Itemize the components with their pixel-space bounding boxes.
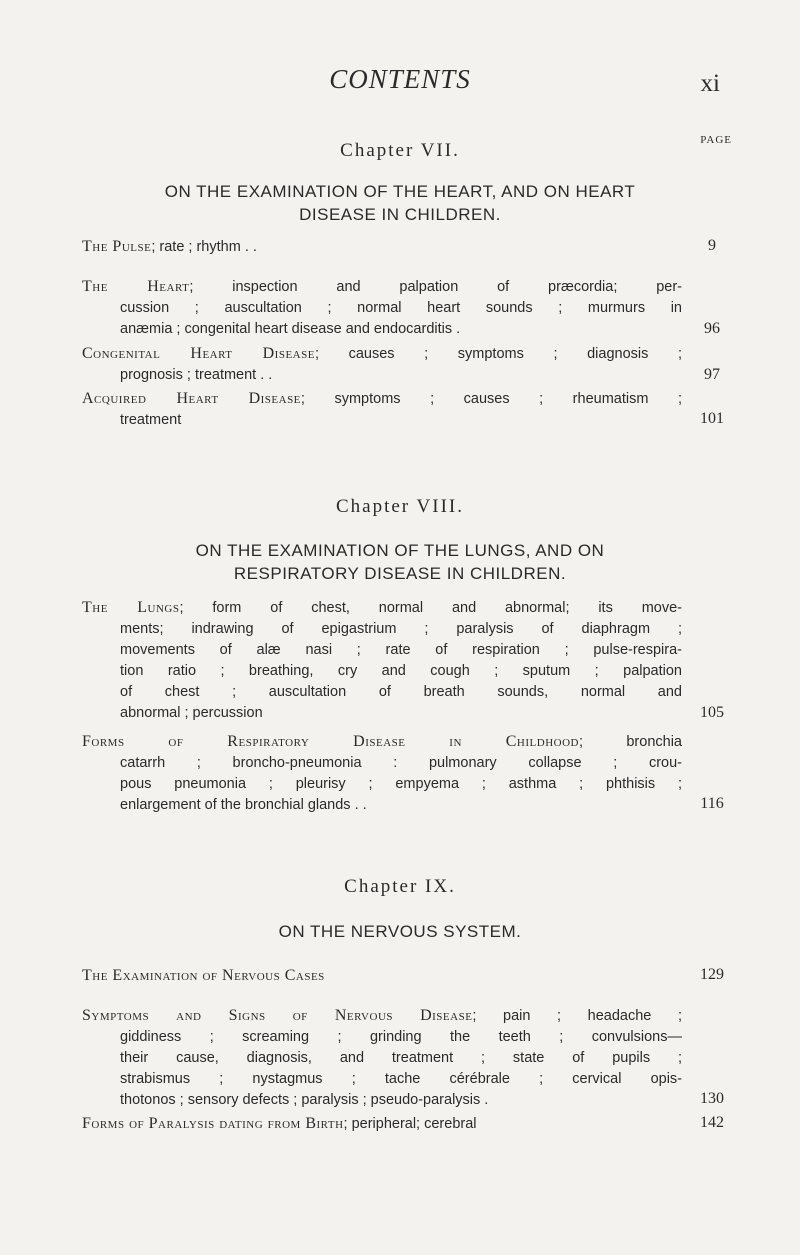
entry-lead: The Pulse: [82, 238, 152, 255]
chapter-title-line: ON THE EXAMINATION OF THE LUNGS, AND ON: [195, 541, 605, 560]
entry-page: 97: [704, 366, 720, 383]
entry-text: of chest ; auscultation of breath sounds, normal and: [120, 684, 682, 700]
entry-text: tion ratio ; breathing, cry and cough ; sputum ; palpation: [120, 663, 682, 679]
entry-lead: The Lungs: [82, 599, 180, 616]
toc-entry: [82, 731, 682, 816]
entry-text: their cause, diagnosis, and treatment ; state of pupils ;: [120, 1050, 682, 1066]
entry-lead: Symptoms and Signs of Nervous Disease: [82, 1007, 473, 1024]
toc-entry: [82, 965, 682, 987]
chapter-heading: Chapter VIII.: [335, 496, 464, 517]
entry-text: ; peripheral; cerebral: [343, 1116, 477, 1132]
entry-lead: Forms of Respiratory Disease in Childhood: [82, 733, 579, 750]
chapter-title-line: ON THE EXAMINATION OF THE HEART, AND ON HEART: [164, 182, 636, 201]
toc-entry: [82, 597, 682, 724]
entry-text: ; symptoms ; causes ; rheumatism ;: [300, 391, 682, 407]
chapter-title-line: RESPIRATORY DISEASE IN CHILDREN.: [233, 564, 567, 583]
toc-entry: [82, 276, 682, 340]
toc-entry: [82, 388, 682, 431]
entry-page: 96: [704, 320, 720, 337]
toc-entry: [82, 1113, 682, 1135]
entry-page: 116: [700, 795, 724, 812]
entry-lead: The Heart: [82, 278, 190, 295]
entry-page: 101: [700, 410, 724, 427]
entry-text: anæmia ; congenital heart disease and endocarditis .: [120, 321, 461, 337]
entry-text: ; bronchia: [578, 734, 682, 750]
entry-text: ; causes ; symptoms ; diagnosis ;: [314, 346, 683, 362]
entry-text: giddiness ; screaming ; grinding the teeth ; convulsions—: [120, 1029, 682, 1045]
entry-text: ; rate ; rhythm . .: [151, 239, 257, 255]
entry-text: abnormal ; percussion: [120, 705, 263, 721]
toc-entry: [82, 236, 682, 258]
entry-text: ; pain ; headache ;: [472, 1008, 682, 1024]
toc-entry: [82, 343, 682, 386]
entry-text: prognosis ; treatment . .: [120, 367, 273, 383]
toc-entry: [82, 1005, 682, 1111]
chapter-title: [60, 920, 740, 943]
entry-text: treatment: [120, 412, 182, 428]
entry-lead: Congenital Heart Disease: [82, 345, 315, 362]
entry-text: catarrh ; broncho-pneumonia : pulmonary collapse ; crou-: [120, 755, 682, 771]
chapter-title-line: DISEASE IN CHILDREN.: [299, 205, 501, 224]
entry-text: ; form of chest, normal and abnormal; its move-: [179, 600, 682, 616]
entry-lead: Forms of Paralysis dating from Birth: [82, 1115, 344, 1132]
chapter-heading: Chapter IX.: [344, 876, 456, 897]
entry-page: 142: [700, 1114, 724, 1131]
chapter-title: [60, 539, 740, 585]
entry-page: 129: [700, 966, 724, 983]
page-number: xi: [700, 70, 720, 97]
entry-text: ; inspection and palpation of præcordia; per-: [189, 279, 682, 295]
chapter-title: [60, 180, 740, 226]
entry-text: movements of alæ nasi ; rate of respiration ; pulse-respira-: [120, 642, 682, 658]
entry-lead: The Examination of Nervous Cases: [82, 967, 325, 984]
entry-text: strabismus ; nystagmus ; tache cérébrale ; cervical opis-: [120, 1071, 682, 1087]
chapter-title-line: ON THE NERVOUS SYSTEM.: [278, 922, 522, 941]
entry-text: pous pneumonia ; pleurisy ; empyema ; asthma ; phthisis ;: [120, 776, 682, 792]
entry-text: enlargement of the bronchial glands . .: [120, 797, 367, 813]
entry-page: 9: [708, 237, 716, 254]
page-column-heading: PAGE: [700, 134, 732, 146]
entry-text: thotonos ; sensory defects ; paralysis ; pseudo-paralysis .: [120, 1092, 489, 1108]
entry-text: cussion ; auscultation ; normal heart sounds ; murmurs in: [120, 300, 682, 316]
entry-page: 130: [700, 1090, 724, 1107]
chapter-heading: Chapter VII.: [340, 140, 460, 161]
entry-lead: Acquired Heart Disease: [82, 390, 301, 407]
entry-text: ments; indrawing of epigastrium ; paralysis of diaphragm ;: [120, 621, 682, 637]
entry-page: 105: [700, 704, 724, 721]
running-title: CONTENTS: [329, 64, 471, 94]
